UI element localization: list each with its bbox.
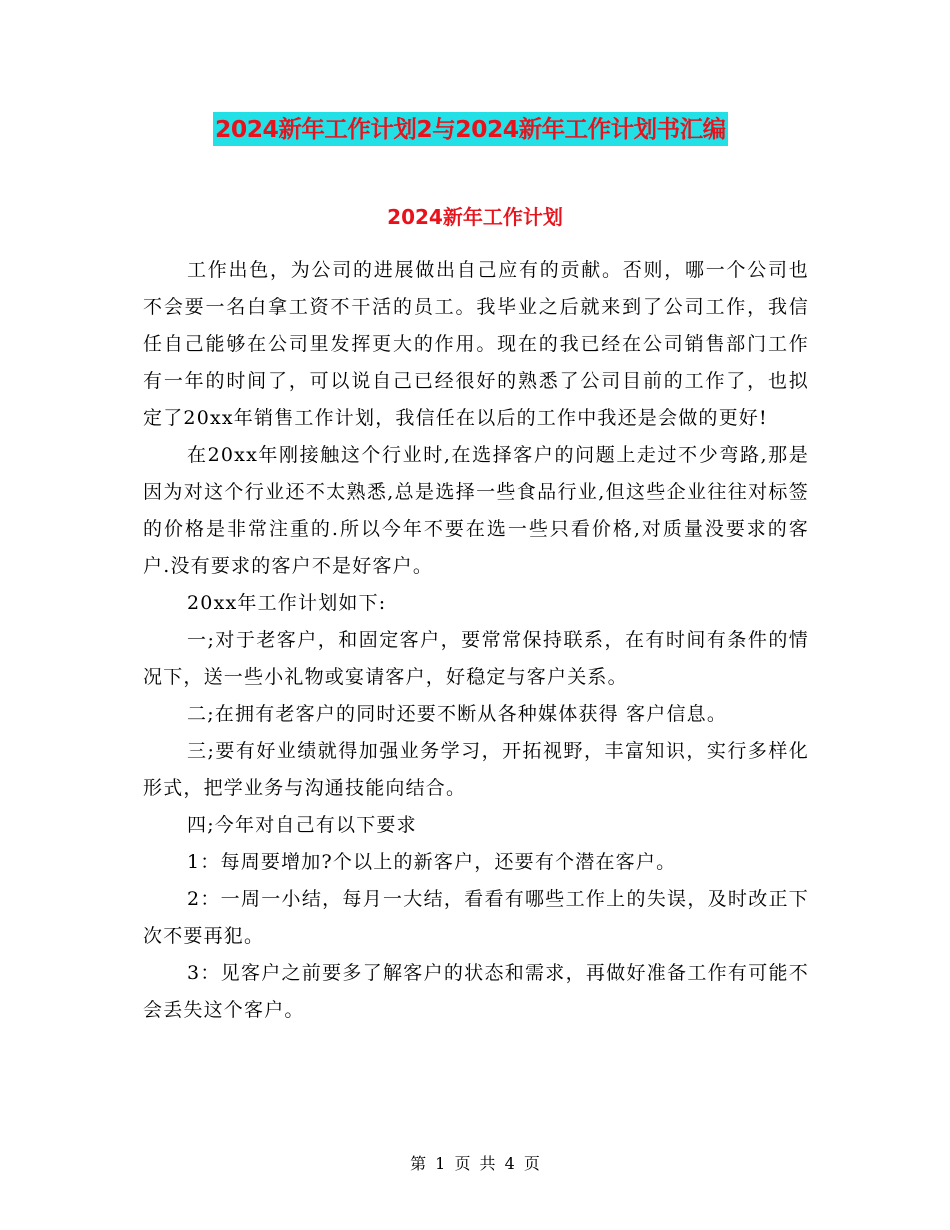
document-body (143, 252, 809, 1029)
paragraph: 20xx年工作计划如下: (187, 592, 387, 614)
paragraph: 二;在拥有老客户的同时还要不断从各种媒体获得 客户信息。 (187, 703, 728, 725)
paragraph: 在20xx年刚接触这个行业时,在选择客户的问题上走过不少弯路,那是因为对这个行业还不太熟悉,总是选择一些食品行业,但这些企业往往对标签的价格是非常注重的.所以今年不要在选一些只看价格,对质量没要求的客户.没有要求的客户不是好客户。 (143, 444, 809, 577)
paragraph: 1：每周要增加?个以上的新客户，还要有个潜在客户。 (187, 851, 677, 873)
paragraph: 三;要有好业绩就得加强业务学习，开拓视野，丰富知识，实行多样化形式，把学业务与沟通技能向结合。 (143, 740, 809, 799)
section-title: 2024新年工作计划 (387, 205, 563, 229)
paragraph: 工作出色，为公司的进展做出自己应有的贡献。否则，哪一个公司也不会要一名白拿工资不干活的员工。我毕业之后就来到了公司工作，我信任自己能够在公司里发挥更大的作用。现在的我已经在公司销售部门工作有一年的时间了，可以说自己已经很好的熟悉了公司目前的工作了，也拟定了20xx年销售工作计划，我信任在以后的工作中我还是会做的更好! (143, 259, 809, 429)
paragraph: 3：见客户之前要多了解客户的状态和需求，再做好准备工作有可能不会丢失这个客户。 (143, 962, 809, 1021)
document-title: 2024新年工作计划2与2024新年工作计划书汇编 (213, 112, 728, 146)
paragraph: 一;对于老客户，和固定客户，要常常保持联系，在有时间有条件的情况下，送一些小礼物或宴请客户，好稳定与客户关系。 (143, 629, 809, 688)
paragraph: 2：一周一小结，每月一大结，看看有哪些工作上的失误，及时改正下次不要再犯。 (143, 888, 809, 947)
page-number-footer: 第 1 页 共 4 页 (410, 1154, 540, 1173)
paragraph: 四;今年对自己有以下要求 (187, 814, 417, 836)
